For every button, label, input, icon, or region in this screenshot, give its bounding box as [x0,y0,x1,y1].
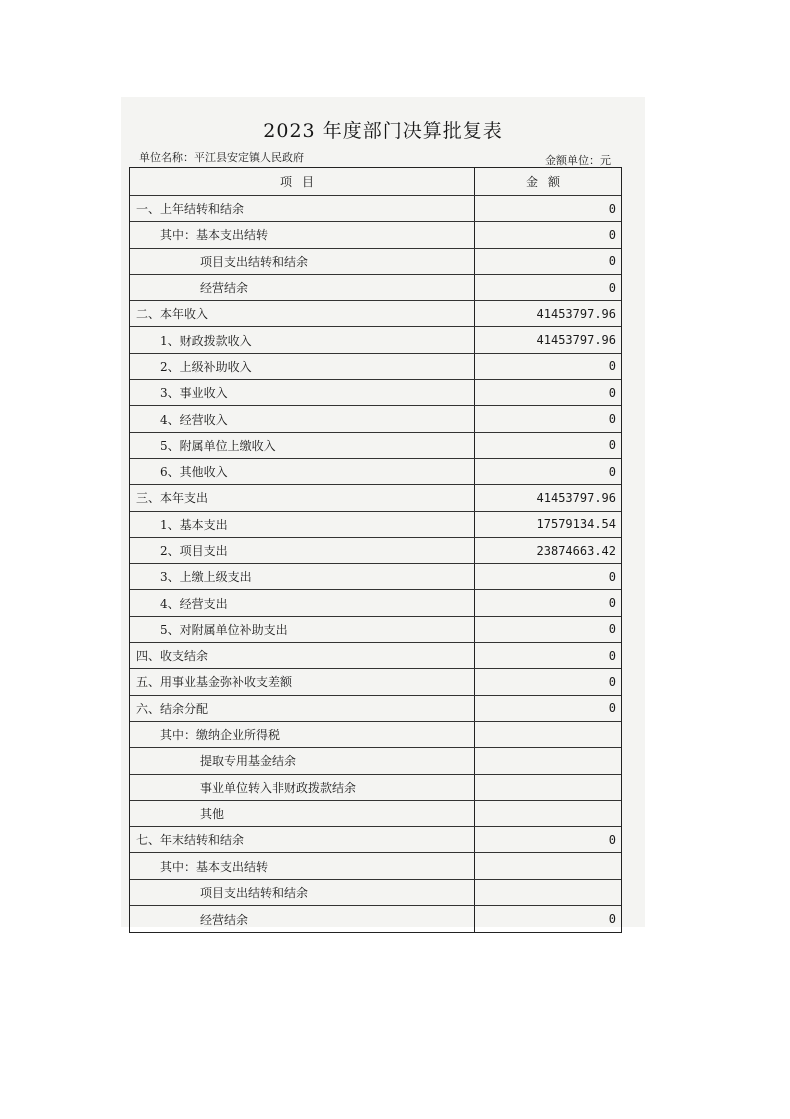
table-row [130,380,621,406]
row-item-label: 事业单位转入非财政拨款结余 [130,775,475,800]
table-row [130,643,621,669]
row-amount: 0 [608,648,616,663]
table-row [130,327,621,353]
row-amount: 0 [608,412,616,427]
table-row [130,564,621,590]
row-item-label: 经营结余 [130,906,475,932]
table-row [130,827,621,853]
table-row [130,512,621,538]
final-accounts-table [129,167,622,933]
row-amount: 0 [608,622,616,637]
row-item-label: 3、上缴上级支出 [130,564,475,589]
row-amount: 41453797.96 [536,490,616,505]
row-item-label: 一、上年结转和结余 [130,196,475,221]
table-row [130,459,621,485]
row-item-label: 二、本年收入 [130,301,475,326]
row-item-label: 其中：基本支出结转 [130,222,475,247]
table-row [130,275,621,301]
table-header [130,168,621,196]
header-item: 项目 [130,168,475,195]
row-amount [475,853,621,878]
row-amount: 0 [608,464,616,479]
row-item-label: 其他 [130,801,475,826]
table-row [130,775,621,801]
table-row [130,590,621,616]
row-amount: 0 [608,385,616,400]
row-amount: 0 [608,359,616,374]
table-row [130,538,621,564]
row-amount [475,801,621,826]
row-amount: 41453797.96 [536,306,616,321]
table-row [130,722,621,748]
header-amount: 金额 [525,175,570,189]
row-item-label: 项目支出结转和结余 [130,249,475,274]
unit-name: 单位名称：平江县安定镇人民政府 [139,151,304,164]
row-item-label: 3、事业收入 [130,380,475,405]
row-item-label: 六、结余分配 [130,696,475,721]
row-amount: 0 [608,227,616,242]
table-row [130,406,621,432]
row-item-label: 五、用事业基金弥补收支差额 [130,669,475,694]
row-amount: 0 [608,569,616,584]
table-row [130,196,621,222]
table-row [130,880,621,906]
table-row [130,249,621,275]
row-item-label: 三、本年支出 [130,485,475,510]
row-item-label: 四、收支结余 [130,643,475,668]
table-row [130,222,621,248]
row-amount: 0 [608,596,616,611]
row-amount: 0 [608,832,616,847]
row-amount: 0 [608,280,616,295]
document-title: 2023 年度部门决算批复表 [263,120,503,142]
row-item-label: 4、经营收入 [130,406,475,431]
row-amount: 23874663.42 [536,543,616,558]
row-item-label: 七、年末结转和结余 [130,827,475,852]
table-row [130,906,621,932]
table-row [130,485,621,511]
row-amount [475,880,621,905]
row-item-label: 4、经营支出 [130,590,475,615]
currency-unit: 金额单位：元 [545,154,611,167]
row-amount: 0 [608,912,616,927]
table-row [130,617,621,643]
row-item-label: 2、项目支出 [130,538,475,563]
row-amount: 0 [608,674,616,689]
table-row [130,301,621,327]
table-row [130,696,621,722]
row-amount [475,775,621,800]
table-row [130,354,621,380]
row-item-label: 经营结余 [130,275,475,300]
row-item-label: 2、上级补助收入 [130,354,475,379]
row-item-label: 项目支出结转和结余 [130,880,475,905]
row-amount: 41453797.96 [536,333,616,348]
row-amount: 17579134.54 [536,517,616,532]
table-row [130,433,621,459]
row-item-label: 其中：基本支出结转 [130,853,475,878]
row-item-label: 1、财政拨款收入 [130,327,475,352]
row-amount: 0 [608,201,616,216]
table-row [130,801,621,827]
row-amount: 0 [608,438,616,453]
row-amount [475,722,621,747]
row-amount [475,748,621,773]
row-item-label: 5、对附属单位补助支出 [130,617,475,642]
table-row [130,669,621,695]
row-amount: 0 [608,254,616,269]
row-amount: 0 [608,701,616,716]
row-item-label: 1、基本支出 [130,512,475,537]
row-item-label: 5、附属单位上缴收入 [130,433,475,458]
row-item-label: 提取专用基金结余 [130,748,475,773]
row-item-label: 6、其他收入 [130,459,475,484]
table-row [130,748,621,774]
table-row [130,853,621,879]
row-item-label: 其中：缴纳企业所得税 [130,722,475,747]
